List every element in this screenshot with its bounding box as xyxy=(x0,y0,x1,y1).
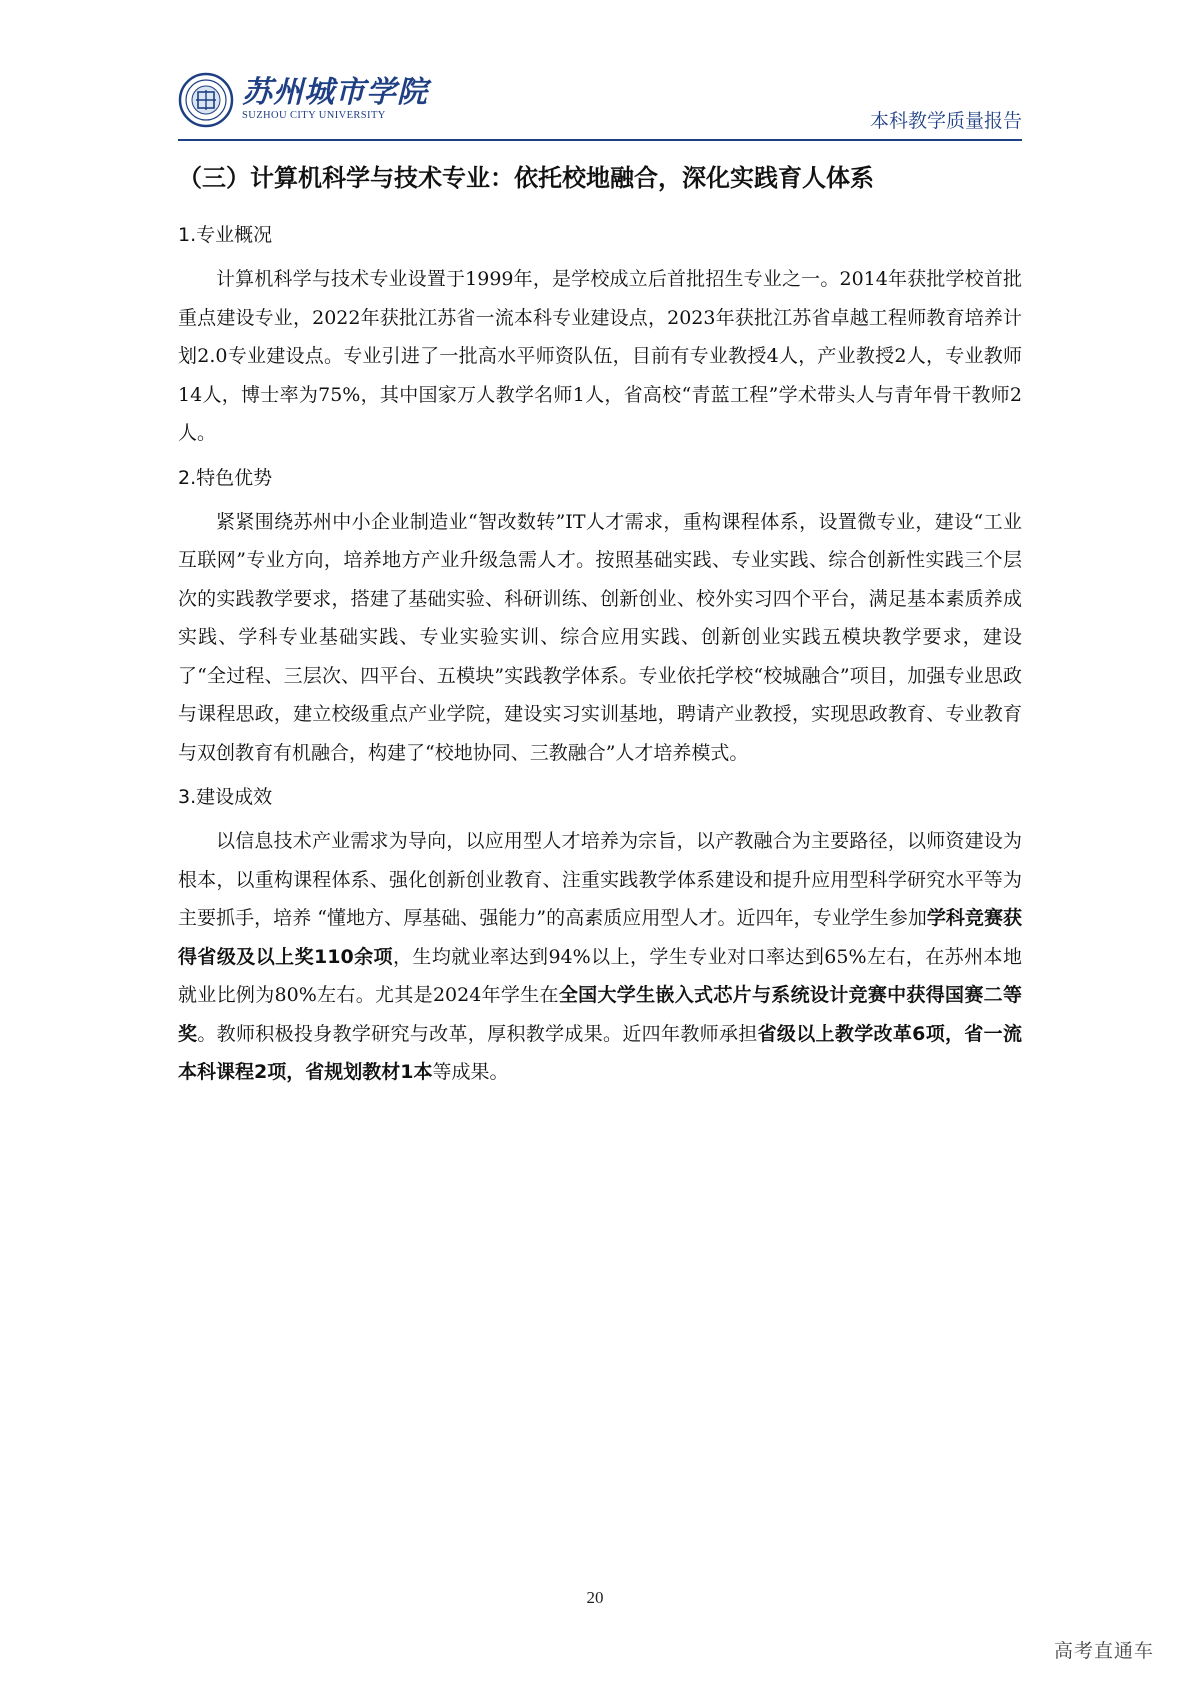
text-run: 。教师积极投身教学研究与改革，厚积教学成果。近四年教师承担 xyxy=(197,1022,758,1045)
university-logo xyxy=(242,76,428,122)
logo-chinese-name: 苏州城市学院 xyxy=(242,75,428,110)
text-run: 计算机科学与技术专业设置于1999年，是学校成立后首批招生专业之一。2014年获批学校首批重点建设专业，2022年获批江苏省一流本科专业建设点，2023年获批江苏省卓越工程师教育培养计划2.0专业建设点。专业引进了一批高水平师资队伍，目前有专业教授4人，产业教授2人，专业教师14人，博士率为75%，其中国家万人教学名师1人，省高校“青蓝工程”学术带头人与青年骨干教师2人。 xyxy=(178,268,1022,444)
logo-english-name: SUZHOU CITY UNIVERSITY xyxy=(242,110,386,121)
subsection-heading-overview: 1.专业概况 xyxy=(178,224,273,246)
text-run: ，生均就业率达到94%以上，学生专业对口率达到65%左右，在苏州本地就业比例为80%左右。尤其是2024年学生在 xyxy=(178,945,1022,1006)
page-header xyxy=(178,64,1022,142)
text-run: 紧紧围绕苏州中小企业制造业“智改数转”IT人才需求，重构课程体系，设置微专业，建设“工业互联网”专业方向，培养地方产业升级急需人才。按照基础实践、专业实践、综合创新性实践三个层次的实践教学要求，搭建了基础实验、科研训练、创新创业、校外实习四个平台，满足基本素质养成实践、学科专业基础实践、专业实验实训、综合应用实践、创新创业实践五模块教学要求，建设了“全过程、三层次、四平台、五模块”实践教学体系。专业依托学校“校城融合”项目，加强专业思政与课程思政，建立校级重点产业学院，建设实习实训基地，聘请产业教授，实现思政教育、专业教育与双创教育有机融合，构建了“校地协同、三教融合”人才培养模式。 xyxy=(178,510,1022,764)
subsection-heading-achievements: 3.建设成效 xyxy=(178,786,273,808)
highlight-national-prize: 全国大学生嵌入式芯片与系统设计竞赛中获得国赛二等奖 xyxy=(178,984,1022,1045)
subsection-heading-advantages: 2.特色优势 xyxy=(178,466,273,489)
highlight-teaching-results: 省级以上教学改革6项，省一流本科课程2项，省规划教材1本 xyxy=(178,1022,1022,1083)
paragraph-overview xyxy=(178,260,1022,453)
university-seal-icon xyxy=(178,72,234,128)
report-title: 本科教学质量报告 xyxy=(869,110,1022,132)
main-content xyxy=(178,160,1022,1098)
paragraph-achievements xyxy=(178,822,1022,1092)
section-title: （三）计算机科学与技术专业：依托校地融合，深化实践育人体系 xyxy=(178,164,874,192)
text-run: 等成果。 xyxy=(432,1061,509,1083)
page-number: 20 xyxy=(586,1588,604,1607)
text-run: 以信息技术产业需求为导向，以应用型人才培养为宗旨，以产教融合为主要路径，以师资建设为根本，以重构课程体系、强化创新创业教育、注重实践教学体系建设和提升应用型科学研究水平等为主要抓手，培养 “懂地方、厚基础、强能力”的高素质应用型人才。近四年，专业学生参加 xyxy=(178,830,1022,929)
highlight-competition-awards: 学科竞赛获得省级及以上奖110余项 xyxy=(178,907,1022,968)
watermark: 高考直通车 xyxy=(1053,1640,1154,1662)
header-divider xyxy=(178,139,1022,141)
paragraph-advantages xyxy=(178,503,1022,773)
